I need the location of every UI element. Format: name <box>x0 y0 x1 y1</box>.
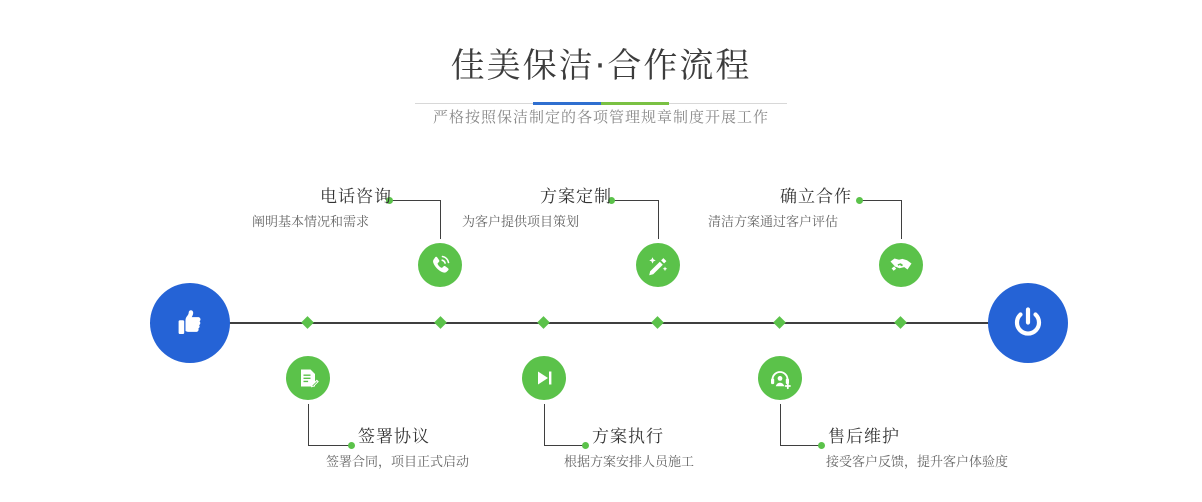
power-icon <box>1007 302 1049 344</box>
axis-marker <box>537 316 550 329</box>
label-step-4 <box>564 426 695 472</box>
divider-line <box>415 103 787 104</box>
label-step-6 <box>828 426 1008 472</box>
document-edit-icon <box>296 366 320 390</box>
page-title: 佳美保洁·合作流程 <box>450 46 752 86</box>
step-desc: 清洁方案通过客户评估 <box>708 214 839 229</box>
step-desc: 签署合同，项目正式启动 <box>326 454 470 469</box>
divider-segment-blue <box>533 102 601 105</box>
connector-dot <box>856 197 863 204</box>
step-desc: 为客户提供项目策划 <box>462 214 580 229</box>
connector-step-1 <box>440 200 441 245</box>
thumbs-up-icon <box>170 303 210 343</box>
connector-dot <box>348 442 355 449</box>
step-desc: 接受客户反馈，提升客户体验度 <box>826 454 1009 469</box>
step-title: 签署协议 <box>358 427 430 446</box>
connector-step-6 <box>780 445 822 446</box>
label-step-5 <box>708 186 852 232</box>
connector-step-6 <box>780 400 781 445</box>
connector-step-5 <box>901 200 902 245</box>
axis-marker <box>773 316 786 329</box>
connector-step-5 <box>860 200 902 201</box>
step-title: 方案执行 <box>592 427 664 446</box>
node-step-2 <box>286 356 330 400</box>
connector-step-2 <box>308 445 352 446</box>
axis-marker <box>434 316 447 329</box>
step-desc: 阐明基本情况和需求 <box>252 214 370 229</box>
connector-dot <box>818 442 825 449</box>
axis-marker <box>651 316 664 329</box>
node-step-1 <box>418 243 462 287</box>
step-desc: 根据方案安排人员施工 <box>564 454 695 469</box>
page-subtitle: 严格按照保洁制定的各项管理规章制度开展工作 <box>432 109 769 126</box>
node-step-3 <box>636 243 680 287</box>
step-title: 电话咨询 <box>320 187 392 206</box>
connector-step-2 <box>308 400 309 445</box>
title-divider <box>0 95 1202 99</box>
connector-step-3 <box>658 200 659 245</box>
phone-call-icon <box>427 252 453 278</box>
axis-marker <box>301 316 314 329</box>
play-forward-icon <box>532 366 556 390</box>
start-node <box>150 283 230 363</box>
customer-service-add-icon <box>768 366 793 391</box>
step-title: 确立合作 <box>780 187 852 206</box>
connector-step-4 <box>544 400 545 445</box>
node-step-6 <box>758 356 802 400</box>
node-step-4 <box>522 356 566 400</box>
connector-step-3 <box>612 200 659 201</box>
connector-step-1 <box>390 200 441 201</box>
axis-marker <box>894 316 907 329</box>
end-node <box>988 283 1068 363</box>
plan-pencil-icon <box>646 253 671 278</box>
connector-dot <box>582 442 589 449</box>
step-title: 售后维护 <box>828 427 900 446</box>
connector-step-4 <box>544 445 586 446</box>
node-step-5 <box>879 243 923 287</box>
handshake-icon <box>888 252 914 278</box>
divider-segment-green <box>601 102 669 105</box>
timeline-axis <box>150 322 1052 324</box>
step-title: 方案定制 <box>540 187 612 206</box>
label-step-1 <box>252 186 392 232</box>
label-step-3 <box>462 186 612 232</box>
label-step-2 <box>326 426 470 472</box>
